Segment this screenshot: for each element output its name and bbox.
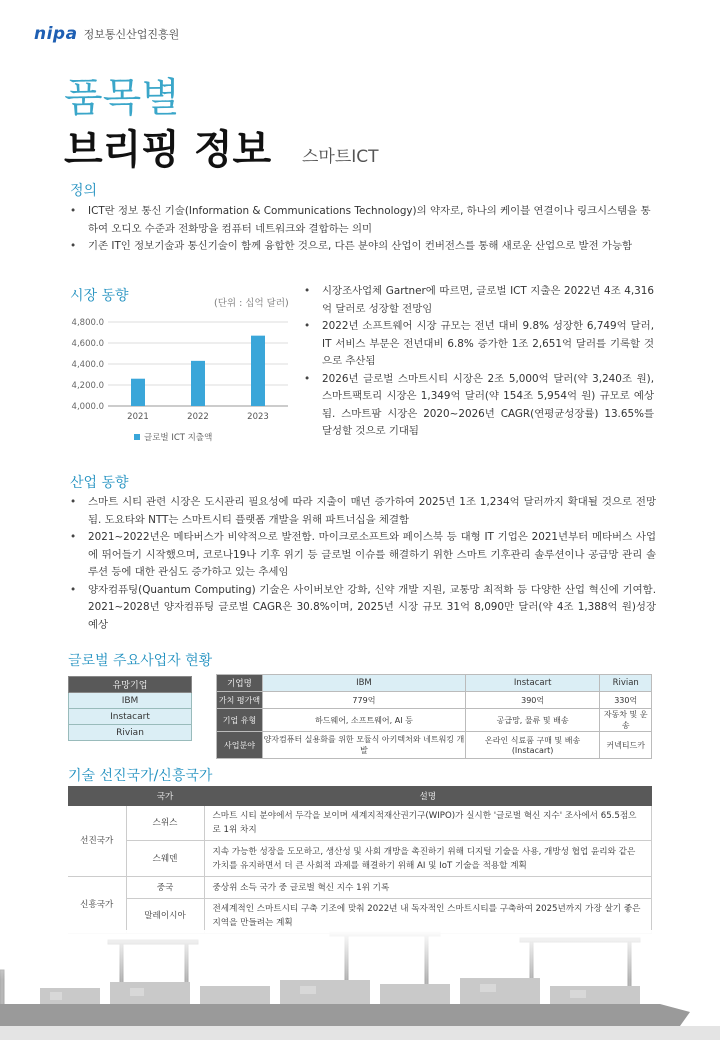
group-label: 신흥국가 bbox=[68, 877, 126, 934]
y-tick-label: 4,800.0 bbox=[71, 318, 104, 328]
promising-company: Rivian bbox=[69, 725, 192, 741]
table-cell: 779억 bbox=[263, 692, 466, 709]
company-name: Rivian bbox=[600, 675, 652, 692]
row-label: 기업 유형 bbox=[217, 709, 263, 732]
y-tick-label: 4,600.0 bbox=[71, 339, 104, 349]
group-label: 선진국가 bbox=[68, 806, 126, 877]
country-name: 말레이시아 bbox=[126, 899, 204, 934]
market-item: • 시장조사업체 Gartner에 따르면, 글로벌 ICT 지출은 2022년 4조 4,316억 달러로 성장할 전망임 bbox=[300, 283, 654, 318]
x-tick-label: 2021 bbox=[127, 412, 149, 422]
row-label: 가치 평가액 bbox=[217, 692, 263, 709]
country-desc: 지속 가능한 성장을 도모하고, 생산성 및 사회 개방을 촉진하기 위해 디지털 기술을 사용, 개방성 협업 윤리와 같은 가치를 유지하면서 더 큰 사회적 과제를 해결하기 위해 AI 및 IoT 기술을 적용할 계획 bbox=[204, 841, 652, 877]
country-name: 스웨덴 bbox=[126, 841, 204, 877]
x-tick-label: 2023 bbox=[247, 412, 269, 422]
market-heading: 시장 동향 bbox=[70, 288, 129, 304]
country-desc: 스마트 시티 분야에서 두각을 보이며 세계지적재산권기구(WIPO)가 실시한 '글로벌 혁신 지수' 조사에서 65.5점으로 1위 차지 bbox=[204, 806, 652, 841]
page-title-line2: 브리핑 정보 bbox=[64, 127, 272, 173]
country-name: 스위스 bbox=[126, 806, 204, 841]
company-detail-header-label: 기업명 bbox=[217, 675, 263, 692]
definition-item: • 기존 IT인 정보기술과 통신기술이 함께 융합한 것으로, 다른 분야의 산업이 컨버전스를 통해 새로운 산업으로 발전 가능함 bbox=[66, 238, 656, 256]
table-cell: 양자컴퓨터 실용화를 위한 모듈식 아키텍처와 네트워킹 개발 bbox=[263, 732, 466, 759]
table-cell: 커넥티드카 bbox=[600, 732, 652, 759]
y-tick-label: 4,400.0 bbox=[71, 360, 104, 370]
promising-company: IBM bbox=[69, 693, 192, 709]
table-cell: 자동차 및 운송 bbox=[600, 709, 652, 732]
industry-item: • 양자컴퓨팅(Quantum Computing) 기술은 사이버보안 강화, 신약 개발 지원, 교통망 최적화 등 다양한 산업 혁신에 기여함. 2021~2028년 양자컴퓨팅 글로벌 CAGR은 30.8%이며, 2025년 시장 규모 31억 8,090만 달러(약 4조 1,388억 원)성장 예상 bbox=[66, 582, 656, 635]
group-col-header bbox=[68, 786, 126, 806]
industry-item: • 2021~2022년은 메타버스가 비약적으로 발전함. 마이크로소프트와 페이스북 등 대형 IT 기업은 2021년부터 메타버스 사업에 뛰어들기 시작했으며, 코로나19나 기후 위기 등 글로벌 이슈를 해결하기 위한 스마트 기후관리 솔루션이나 공급망 관리 솔루션 등에 대한 관심도 증가하고 있는 추세임 bbox=[66, 529, 656, 582]
promising-header: 유망기업 bbox=[69, 677, 192, 693]
market-item: • 2022년 소프트웨어 시장 규모는 전년 대비 9.8% 성장한 6,749억 달러, IT 서비스 부문은 전년대비 6.8% 증가한 1조 2,651억 달러를 기록할 것으로 추산됨 bbox=[300, 318, 654, 371]
chart-bar-2023 bbox=[251, 336, 265, 406]
x-tick-label: 2022 bbox=[187, 412, 209, 422]
country-col-header: 국가 bbox=[126, 786, 204, 806]
page-subtitle: 스마트ICT bbox=[302, 147, 379, 167]
market-bar-chart bbox=[62, 310, 298, 450]
promising-company: Instacart bbox=[69, 709, 192, 725]
country-desc: 전세계적인 스마트시티 구축 기조에 맞춰 2022년 내 독자적인 스마트시티를 구축하여 2025년까지 가장 살기 좋은 지역을 만들려는 계획 bbox=[204, 899, 652, 934]
tech-countries-table bbox=[68, 786, 652, 934]
country-name: 중국 bbox=[126, 877, 204, 899]
table-cell: 공급망, 물류 및 배송 bbox=[465, 709, 600, 732]
legend-label: 글로벌 ICT 지출액 bbox=[144, 433, 213, 443]
chart-bar-2022 bbox=[191, 361, 205, 406]
table-cell: 330억 bbox=[600, 692, 652, 709]
table-cell: 온라인 식료품 구매 및 배송(Instacart) bbox=[465, 732, 600, 759]
market-list bbox=[300, 283, 654, 441]
global-heading: 글로벌 주요사업자 현황 bbox=[68, 653, 213, 669]
table-cell: 하드웨어, 소프트웨어, AI 등 bbox=[263, 709, 466, 732]
company-name: Instacart bbox=[465, 675, 600, 692]
legend-swatch bbox=[134, 434, 140, 440]
y-tick-label: 4,000.0 bbox=[71, 402, 104, 412]
y-tick-label: 4,200.0 bbox=[71, 381, 104, 391]
port-illustration bbox=[0, 930, 720, 1040]
definition-heading: 정의 bbox=[70, 183, 98, 199]
page-title-line1: 품목별 bbox=[64, 75, 180, 121]
industry-item: • 스마트 시티 관련 시장은 도시관리 필요성에 따라 지출이 매년 증가하여 2025년 1조 1,234억 달러까지 확대될 것으로 전망됨. 도요타와 NTT는 스마트시티 플랫폼 개발을 위해 파트너십을 체결함 bbox=[66, 494, 656, 529]
definition-item: • ICT란 정보 통신 기술(Information & Communications Technology)의 약자로, 하나의 케이블 연결이나 링크시스템을 통하여 오디오 수준과 전화망을 컴퓨터 네트워크와 결합하는 의미 bbox=[66, 203, 656, 238]
desc-col-header: 설명 bbox=[204, 786, 652, 806]
company-name: IBM bbox=[263, 675, 466, 692]
chart-bar-2021 bbox=[131, 379, 145, 406]
market-item: • 2026년 글로벌 스마트시티 시장은 2조 5,000억 달러(약 3,240조 원), 스마트팩토리 시장은 1,349억 달러(약 154조 5,954억 원) 규모로 예상됨. 스마트팜 시장은 2020~2026년 CAGR(연평균성장률) 13.65%를 달성할 것으로 기대됨 bbox=[300, 371, 654, 441]
tech-heading: 기술 선진국가/신흥국가 bbox=[68, 768, 213, 784]
row-label: 사업분야 bbox=[217, 732, 263, 759]
logo-text: 정보통신산업진흥원 bbox=[83, 28, 180, 41]
definition-list bbox=[66, 203, 656, 256]
company-detail-table bbox=[216, 674, 652, 759]
table-cell: 390억 bbox=[465, 692, 600, 709]
logo bbox=[34, 24, 179, 44]
promising-companies-table bbox=[68, 676, 192, 741]
chart-unit-note: (단위 : 십억 달러) bbox=[214, 298, 289, 309]
industry-list bbox=[66, 494, 656, 634]
industry-heading: 산업 동향 bbox=[70, 475, 129, 491]
logo-mark: nipa bbox=[34, 24, 78, 44]
country-desc: 중상위 소득 국가 중 글로벌 혁신 지수 1위 기록 bbox=[204, 877, 652, 899]
